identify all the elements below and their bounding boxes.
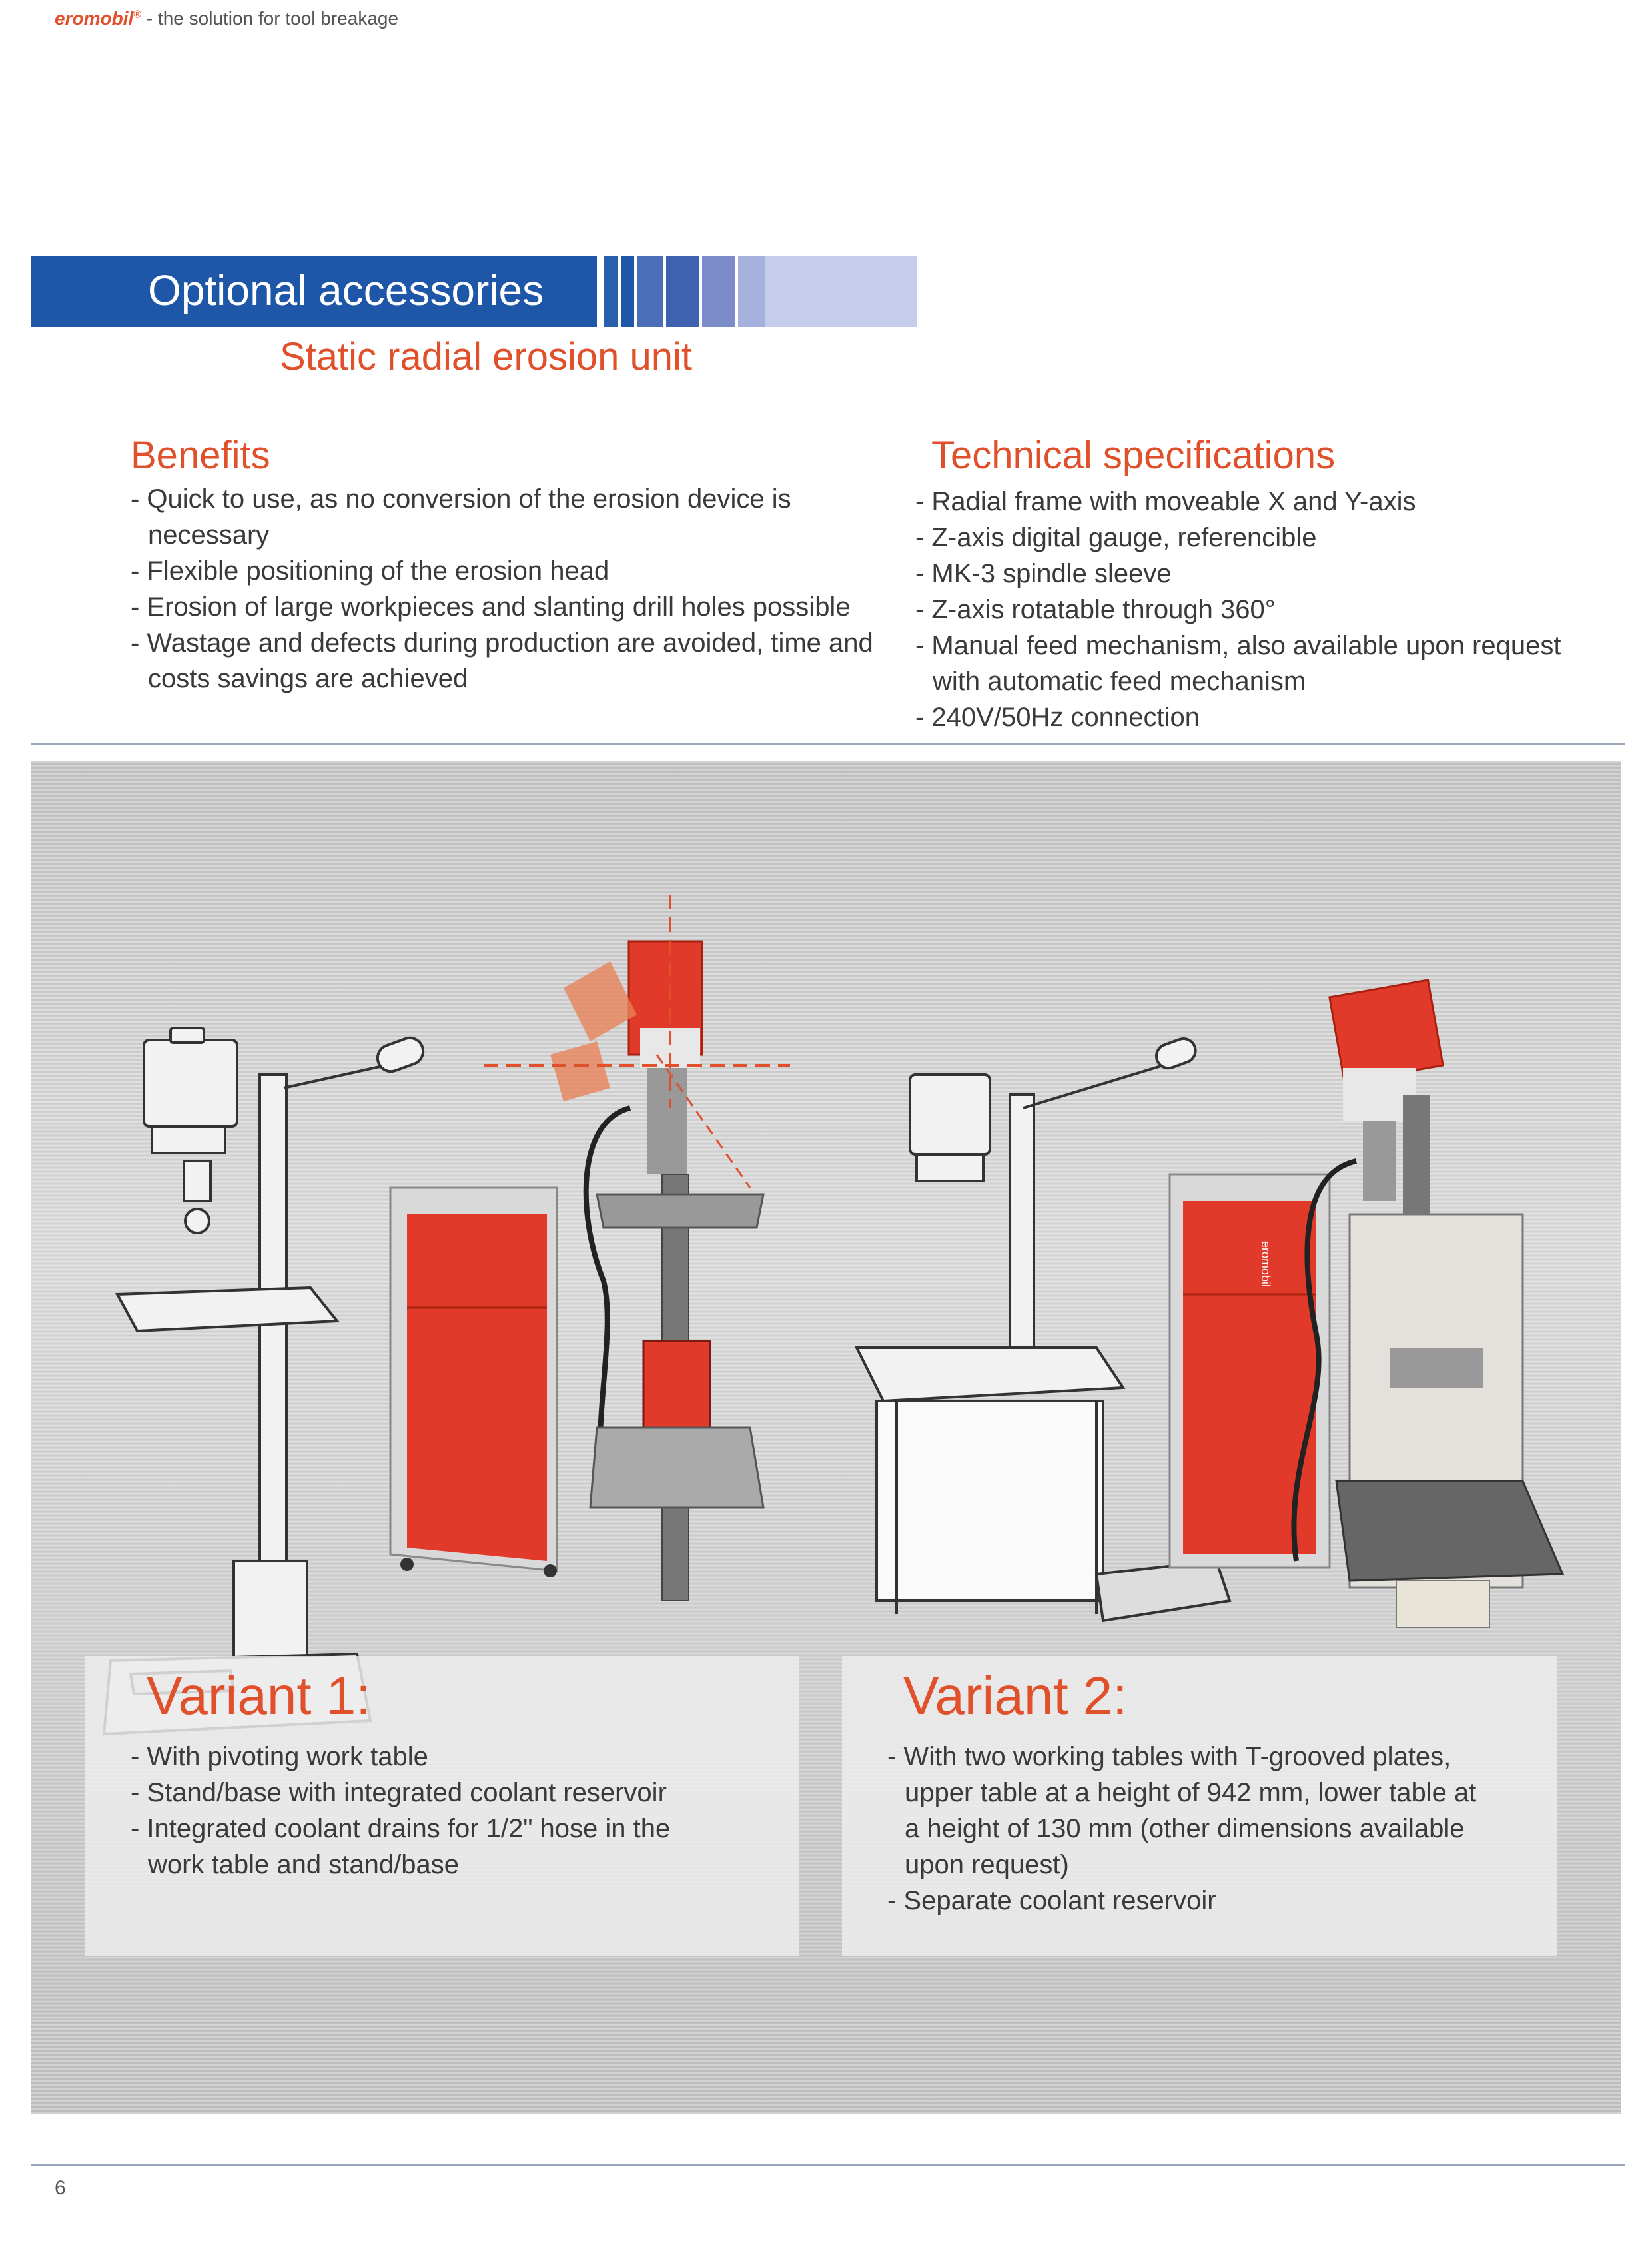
- banner-stripe: [738, 256, 765, 327]
- list-item: - Erosion of large workpieces and slanting drill holes possible: [131, 592, 851, 622]
- list-item: - Z-axis digital gauge, referencible: [915, 523, 1317, 552]
- list-item: - Separate coolant reservoir: [887, 1886, 1216, 1915]
- erosion-head-2: [1294, 980, 1563, 1627]
- variant-1-panel: [85, 1656, 799, 1956]
- page-subtitle: Static radial erosion unit: [280, 335, 692, 378]
- variant-1-list: [131, 1739, 730, 1883]
- banner-stripe: [765, 256, 917, 327]
- banner-stripe: [604, 256, 618, 327]
- banner-stripe: [637, 256, 663, 327]
- brand-name: eromobil: [55, 8, 134, 29]
- registered-mark: ®: [133, 9, 142, 21]
- list-item: - Radial frame with moveable X and Y-axis: [915, 487, 1416, 516]
- list-item: - Integrated coolant drains for 1/2" hose in the work table and stand/base: [131, 1814, 671, 1879]
- list-item: - Z-axis rotatable through 360°: [915, 595, 1276, 624]
- list-item: - With pivoting work table: [131, 1742, 428, 1771]
- variant-2-title: Variant 2:: [903, 1666, 1128, 1725]
- product-photo: [31, 761, 1621, 2114]
- cabinet-brand-label: eromobil: [1259, 1241, 1272, 1288]
- banner-stripe: [702, 256, 735, 327]
- specs-list: [915, 484, 1588, 735]
- banner-stripe: [666, 256, 699, 327]
- page-number: 6: [55, 2177, 66, 2199]
- banner-stripe: [621, 256, 634, 327]
- list-item: - MK-3 spindle sleeve: [915, 559, 1172, 588]
- divider: [31, 2164, 1625, 2166]
- page-title: Optional accessories: [148, 266, 544, 314]
- divider: [31, 743, 1625, 745]
- list-item: - Flexible positioning of the erosion head: [131, 556, 610, 586]
- pillar-drill-drawing: [104, 1028, 427, 1734]
- variant-2-panel: [842, 1656, 1557, 1956]
- benefits-title: Benefits: [131, 434, 270, 477]
- list-item: - Manual feed mechanism, also available upon request with automatic feed mechanism: [915, 631, 1561, 696]
- list-item: - 240V/50Hz connection: [915, 703, 1200, 732]
- list-item: - Quick to use, as no conversion of the erosion device is necessary: [131, 484, 791, 550]
- variant-2-list: [887, 1739, 1487, 1919]
- specs-title: Technical specifications: [931, 434, 1336, 477]
- list-item: - Stand/base with integrated coolant reservoir: [131, 1778, 667, 1807]
- variant-1-title: Variant 1:: [147, 1666, 371, 1725]
- header-tagline: - the solution for tool breakage: [141, 8, 399, 29]
- page-header: [55, 8, 398, 29]
- list-item: - Wastage and defects during production are avoided, time and costs savings are achieved: [131, 628, 873, 693]
- coolant-cabinet-1: [390, 1188, 557, 1577]
- list-item: - With two working tables with T-grooved plates, upper table at a height of 942 mm, lower table at a height of 130 mm (other dimensions available upon request): [887, 1742, 1477, 1879]
- benefits-list: [131, 481, 890, 697]
